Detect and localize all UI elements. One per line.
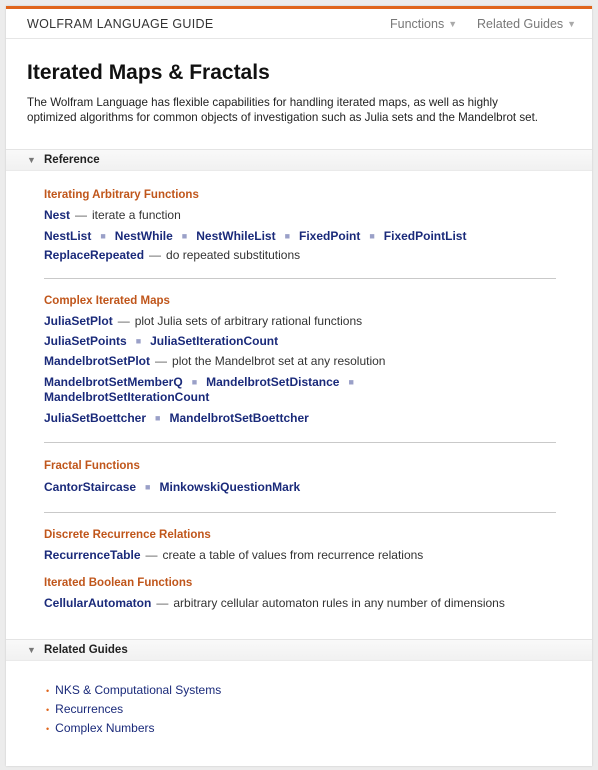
related-guides-menu-label: Related Guides [477, 17, 564, 31]
function-row [44, 208, 181, 222]
function-link-cellularautomaton[interactable]: CellularAutomaton [44, 596, 152, 610]
function-link-nestlist[interactable]: NestList [44, 229, 92, 243]
functions-menu-label: Functions [390, 17, 445, 31]
function-link-mandelbrotsetplot[interactable]: MandelbrotSetPlot [44, 354, 151, 368]
separator-dot: ■ [191, 377, 198, 387]
function-link-fixedpoint[interactable]: FixedPoint [299, 229, 361, 243]
bullet-icon: • [46, 705, 50, 715]
reference-heading: Reference [44, 154, 100, 166]
triangle-down-icon: ▼ [27, 155, 36, 165]
related-guides-heading: Related Guides [44, 644, 128, 656]
separator-dot: ■ [155, 413, 161, 423]
top-bar [6, 9, 592, 39]
bullet-icon: • [46, 686, 50, 696]
page-title: Iterated Maps & Fractals [27, 61, 270, 84]
separator-dot: ■ [181, 231, 188, 241]
function-row [44, 334, 278, 348]
page-description: The Wolfram Language has flexible capabilities for handling iterated maps, as well as highly optimized algorithms for common objects of investigation such as Julia sets and the Mandelbrot set. [27, 96, 539, 124]
guide-label: WOLFRAM LANGUAGE GUIDE [27, 17, 214, 31]
separator-dot: ■ [348, 377, 354, 387]
category-complex: Complex Iterated Maps [44, 295, 170, 307]
function-link-cantorstaircase[interactable]: CantorStaircase [44, 480, 137, 494]
em-dash: — [149, 248, 162, 262]
function-row [44, 411, 309, 425]
divider [44, 512, 556, 513]
functions-menu[interactable] [390, 17, 457, 31]
function-link-nestwhile[interactable]: NestWhile [114, 229, 173, 243]
related-guide-link[interactable] [46, 683, 221, 697]
function-link-mandelbrotsetdistance[interactable]: MandelbrotSetDistance [206, 375, 340, 389]
related-guide-label: Complex Numbers [55, 721, 155, 735]
function-row [44, 480, 300, 494]
function-row [44, 248, 300, 262]
category-fractal: Fractal Functions [44, 460, 140, 472]
related-guide-label: Recurrences [55, 702, 124, 716]
function-link-mandelbrotsetboettcher[interactable]: MandelbrotSetBoettcher [169, 411, 309, 425]
function-link-replacerepeated[interactable]: ReplaceRepeated [44, 248, 145, 262]
divider [44, 278, 556, 279]
related-guide-label: NKS & Computational Systems [55, 683, 222, 697]
category-discrete: Discrete Recurrence Relations [44, 529, 211, 541]
function-link-fixedpointlist[interactable]: FixedPointList [383, 229, 467, 243]
function-link-juliasetplot[interactable]: JuliaSetPlot [44, 314, 113, 328]
triangle-down-icon: ▼ [448, 19, 458, 29]
function-link-nestwhilelist[interactable]: NestWhileList [196, 229, 276, 243]
em-dash: — [145, 548, 158, 562]
separator-dot: ■ [145, 482, 151, 492]
function-row [44, 354, 385, 368]
guide-page [6, 6, 592, 766]
category-iterating: Iterating Arbitrary Functions [44, 189, 199, 201]
function-link-juliasetiterationcount[interactable]: JuliaSetIterationCount [150, 334, 279, 348]
separator-dot: ■ [100, 231, 106, 241]
related-guide-link[interactable] [46, 702, 123, 716]
em-dash: — [155, 354, 168, 368]
function-description: arbitrary cellular automaton rules in any number of dimensions [173, 596, 505, 610]
function-link-nest[interactable]: Nest [44, 208, 71, 222]
function-link-juliasetpoints[interactable]: JuliaSetPoints [44, 334, 127, 348]
triangle-down-icon: ▼ [27, 645, 36, 655]
function-link-mandelbrotsetmemberq[interactable]: MandelbrotSetMemberQ [44, 375, 183, 389]
separator-dot: ■ [369, 231, 375, 241]
function-description: do repeated substitutions [166, 248, 301, 262]
function-description: iterate a function [92, 208, 181, 222]
separator-dot: ■ [135, 336, 142, 346]
function-description: plot Julia sets of arbitrary rational functions [134, 314, 363, 328]
related-guides-menu[interactable] [477, 17, 576, 31]
reference-section-toggle[interactable] [6, 149, 592, 171]
function-row [44, 229, 466, 243]
bullet-icon: • [46, 724, 50, 734]
function-row [44, 314, 362, 328]
divider [44, 442, 556, 443]
related-guide-link[interactable] [46, 721, 155, 735]
separator-dot: ■ [284, 231, 291, 241]
function-row [44, 596, 505, 610]
function-link-minkowskiquestionmark[interactable]: MinkowskiQuestionMark [159, 480, 301, 494]
function-description: create a table of values from recurrence relations [162, 548, 424, 562]
function-link-mandelbrotsetiterationcount[interactable]: MandelbrotSetIterationCount [44, 390, 210, 404]
function-description: plot the Mandelbrot set at any resolution [172, 354, 386, 368]
triangle-down-icon: ▼ [567, 19, 577, 29]
em-dash: — [75, 208, 88, 222]
em-dash: — [156, 596, 169, 610]
function-link-recurrencetable[interactable]: RecurrenceTable [44, 548, 141, 562]
function-link-juliasetboettcher[interactable]: JuliaSetBoettcher [44, 411, 147, 425]
function-row [44, 390, 209, 404]
em-dash: — [117, 314, 130, 328]
function-row [44, 375, 363, 389]
related-guides-section-toggle[interactable] [6, 639, 592, 661]
category-boolean: Iterated Boolean Functions [44, 577, 193, 589]
function-row [44, 548, 423, 562]
